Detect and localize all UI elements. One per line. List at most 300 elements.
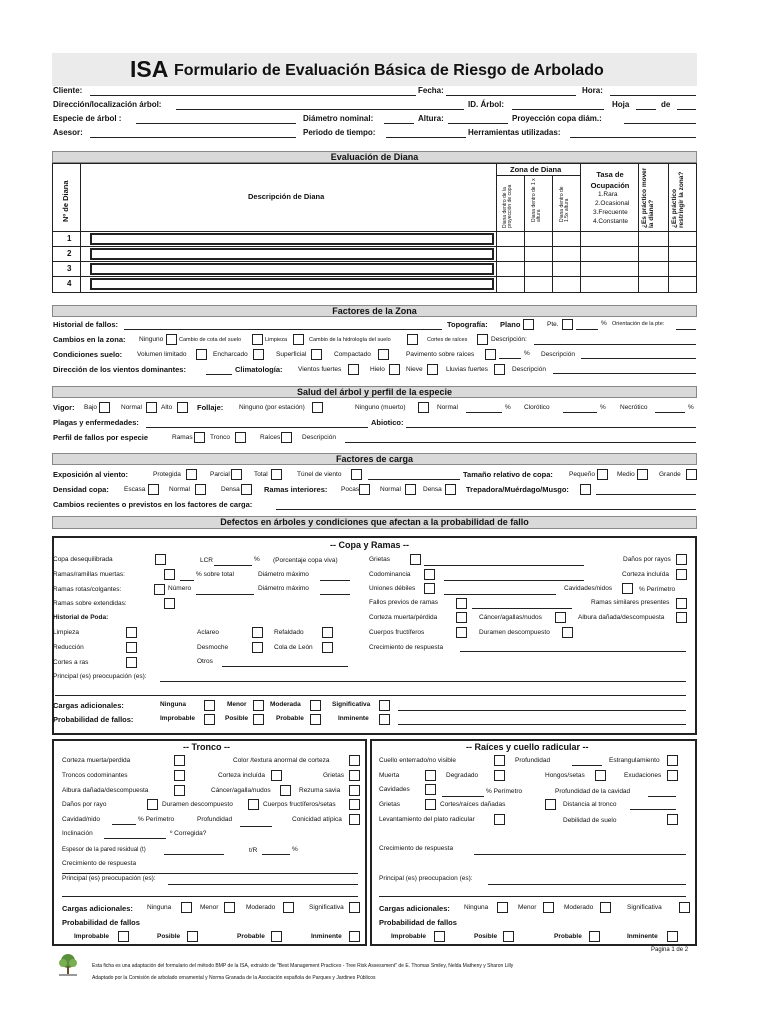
periodo-field[interactable] xyxy=(386,137,466,138)
pavimento-pct-field[interactable] xyxy=(499,358,521,359)
debilidad-label: Debilidad de suelo xyxy=(563,817,617,824)
divider xyxy=(52,276,697,277)
hielo-checkbox[interactable] xyxy=(389,364,400,375)
col-nº-diana: Nº de Diana xyxy=(61,180,70,222)
debilidad-checkbox[interactable] xyxy=(667,814,678,825)
inminente-copa-label: Inminente xyxy=(338,715,369,722)
normal2-field[interactable] xyxy=(466,412,502,413)
carga-bar: Factores de carga xyxy=(52,453,697,465)
crec-t-field[interactable] xyxy=(62,873,358,874)
diam-max-field[interactable] xyxy=(320,580,350,581)
cuello-checkbox[interactable] xyxy=(494,755,505,766)
improbable-r-label: Improbable xyxy=(391,933,427,940)
inminente-r-label: Inminente xyxy=(627,933,658,940)
altura-label: Altura: xyxy=(418,114,444,123)
rezuma-checkbox[interactable] xyxy=(349,785,360,796)
menor-copa-checkbox[interactable] xyxy=(253,700,264,711)
tronco-r-3: Cáncer/agalla/nudos xyxy=(211,787,271,794)
cota-label: Cambio de cota del suelo xyxy=(179,337,242,343)
orientacion-label: Orientación de la pte: xyxy=(612,321,665,327)
pequeno-checkbox[interactable] xyxy=(597,469,608,480)
cavidad-t-field[interactable] xyxy=(112,824,136,825)
pte-checkbox[interactable] xyxy=(562,319,573,330)
inminente-t-checkbox[interactable] xyxy=(349,931,360,942)
menor-r-label: Menor xyxy=(518,904,537,911)
medio-label: Medio xyxy=(617,471,635,478)
grietas-copa-checkbox[interactable] xyxy=(410,554,421,565)
ninguna-copa-checkbox[interactable] xyxy=(204,700,215,711)
necro-field[interactable] xyxy=(655,412,685,413)
principal-r-field[interactable] xyxy=(488,884,686,885)
cloro-field[interactable] xyxy=(563,412,597,413)
cortes-checkbox[interactable] xyxy=(477,334,488,345)
herramientas-field[interactable] xyxy=(570,137,696,138)
cavidades-label: Cavidades/nidos xyxy=(564,585,613,592)
zona-col-3: Diana dentro de 1.5x altura xyxy=(559,186,570,222)
tronco-l-1: Troncos codominantes xyxy=(62,772,128,779)
cuerpos-copa-checkbox[interactable] xyxy=(456,627,467,638)
fecha-field[interactable] xyxy=(446,95,576,96)
duramen-t-label: Duramen descompuesto xyxy=(162,801,233,808)
perfil-descripcion-label: Descripción xyxy=(302,434,336,441)
vientos-descripcion-label: Descripción xyxy=(512,366,546,373)
diana-row-4-num: 4 xyxy=(67,279,72,288)
principal-r-field-2[interactable] xyxy=(379,896,686,897)
direccion-field[interactable] xyxy=(176,109,464,110)
tronco-r-2: Grietas xyxy=(323,772,344,779)
trepadora-field[interactable] xyxy=(596,494,696,495)
superficial-checkbox[interactable] xyxy=(311,349,322,360)
cuerpos-t-checkbox[interactable] xyxy=(349,799,360,810)
degradado-checkbox[interactable] xyxy=(494,770,505,781)
conicidad-checkbox[interactable] xyxy=(349,814,360,825)
profundidad-r-field[interactable] xyxy=(572,765,602,766)
ninguna-r-label: Ninguna xyxy=(464,904,489,911)
ninguno-m-checkbox[interactable] xyxy=(418,402,429,413)
principal-t-label: Principal (es) preocupación (es): xyxy=(62,875,156,882)
vientos-descripcion-field[interactable] xyxy=(553,373,696,374)
exudaciones-label: Exudaciones xyxy=(624,772,662,779)
cliente-field[interactable] xyxy=(90,95,416,96)
cliente-label: Cliente: xyxy=(53,86,83,95)
posible-copa-label: Posible xyxy=(225,715,249,722)
especie-label: Especie de árbol : xyxy=(53,114,122,123)
danos-rayos-checkbox[interactable] xyxy=(676,554,687,565)
tronco-r-1: Corteza incluída xyxy=(218,772,265,779)
distancia-field[interactable] xyxy=(630,809,676,810)
improbable-r-checkbox[interactable] xyxy=(434,931,445,942)
cota-checkbox[interactable] xyxy=(252,334,263,345)
hidro-label: Cambio de la hidrología del suelo xyxy=(309,337,391,343)
condiciones-label: Condiciones suelo: xyxy=(53,350,123,359)
degradado-label: Degradado xyxy=(446,772,479,779)
duramen-t-checkbox[interactable] xyxy=(248,799,259,810)
ramas-sim-label: Ramas similares presentes xyxy=(591,599,670,606)
id-arbol-label: ID. Árbol: xyxy=(468,100,504,109)
aclareo-checkbox[interactable] xyxy=(252,627,263,638)
diana-row-3-desc[interactable] xyxy=(90,263,494,275)
orientacion-field[interactable] xyxy=(676,329,696,330)
copa-ramas-title: -- Copa y Ramas -- xyxy=(330,540,410,550)
direccion-label: Dirección/localización árbol: xyxy=(53,100,162,109)
diametro-field[interactable] xyxy=(384,123,414,124)
tronco-r-6: Conicidad atípica xyxy=(292,816,342,823)
cancer-copa-checkbox[interactable] xyxy=(555,612,566,623)
uniones-checkbox[interactable] xyxy=(424,583,435,594)
isa-logo-text: ISA xyxy=(130,56,169,82)
crec-t-label: Crecimiento de respuesta xyxy=(62,860,137,867)
lluvias-checkbox[interactable] xyxy=(494,364,505,375)
tunel-label: Túnel de viento xyxy=(297,471,342,478)
profundidad-t-field[interactable] xyxy=(240,826,272,827)
posible-r-checkbox[interactable] xyxy=(503,931,514,942)
grietas-r-checkbox[interactable] xyxy=(425,799,436,810)
alto-checkbox[interactable] xyxy=(177,402,188,413)
principal-t-field-2[interactable] xyxy=(62,896,358,897)
tamano-label: Tamaño relativo de copa: xyxy=(463,470,553,479)
copa-left-8: Principal (es) preocupación (es): xyxy=(53,673,147,680)
pequeno-label: Pequeño xyxy=(569,471,596,478)
otros-field[interactable] xyxy=(222,666,348,667)
ninguno-label: Ninguno xyxy=(139,336,164,343)
muerta-checkbox[interactable] xyxy=(425,770,436,781)
danos-rayo-t-checkbox[interactable] xyxy=(147,799,158,810)
significativa-r-label: Significativa xyxy=(627,904,662,911)
ninguna-t-checkbox[interactable] xyxy=(181,902,192,913)
significativa-t-label: Significativa xyxy=(309,904,344,911)
copa-left-0: Copa desequilibrada xyxy=(53,556,113,563)
tronco-r-5: Cuerpos fructíferos/setas xyxy=(263,801,336,808)
troncos-codom-checkbox[interactable] xyxy=(174,770,185,781)
hora-field[interactable] xyxy=(610,95,696,96)
asesor-field[interactable] xyxy=(90,137,296,138)
raices-l-5: Crecimiento de respuesta xyxy=(379,845,454,852)
raices-l-6: Principal (es) preocupacion (es): xyxy=(379,875,473,882)
raices-title: -- Raíces y cuello radicular -- xyxy=(466,742,589,752)
menor-copa-label: Menor xyxy=(227,701,247,708)
cavidades-r-field[interactable] xyxy=(442,796,484,797)
probable-r-checkbox[interactable] xyxy=(589,931,600,942)
significativa-t-checkbox[interactable] xyxy=(349,902,360,913)
moderado-t-label: Moderado xyxy=(246,904,276,911)
probable-copa-checkbox[interactable] xyxy=(310,714,321,725)
menor-t-checkbox[interactable] xyxy=(224,902,235,913)
cavidades-r-checkbox[interactable] xyxy=(425,784,436,795)
v-fuertes-checkbox[interactable] xyxy=(348,364,359,375)
densa-checkbox[interactable] xyxy=(241,484,252,495)
cavidades-checkbox[interactable] xyxy=(622,583,633,594)
pte-pct: % xyxy=(601,320,607,327)
ramas-densa-checkbox[interactable] xyxy=(445,484,456,495)
espesor-field[interactable] xyxy=(164,854,224,855)
abiotico-label: Abiotico: xyxy=(371,418,404,427)
grietas-copa-field[interactable] xyxy=(424,565,584,566)
hoja-field[interactable] xyxy=(636,109,656,110)
copa-left-7: Cortes a ras xyxy=(53,659,89,666)
vigor-label: Vigor: xyxy=(53,403,75,412)
divider xyxy=(496,163,497,293)
plano-checkbox[interactable] xyxy=(523,319,534,330)
de-field[interactable] xyxy=(677,109,696,110)
fallos-previos-field[interactable] xyxy=(472,608,572,609)
diana-row-4-desc[interactable] xyxy=(90,278,494,290)
zona-diana-header: Zona de Diana xyxy=(510,165,562,174)
cortes-label: Cortes de raíces xyxy=(427,337,468,343)
raices-l-3: Grietas xyxy=(379,801,400,808)
perfil-descripcion-field[interactable] xyxy=(345,442,696,443)
diana-row-1-desc[interactable] xyxy=(90,233,494,245)
albura-t-checkbox[interactable] xyxy=(174,785,185,796)
cambios-carga-field[interactable] xyxy=(276,509,696,510)
ninguno-est-label: Ninguno (por estación) xyxy=(239,404,305,411)
limpieza-label: Limpieza xyxy=(265,337,288,343)
cargas-copa-field[interactable] xyxy=(398,710,686,711)
desmoche-checkbox[interactable] xyxy=(252,642,263,653)
restringir-zona-header: ¿Es práctico restringir la zona? xyxy=(671,171,685,228)
especie-field[interactable] xyxy=(136,123,296,124)
diam-max2-label: Diámetro máximo xyxy=(258,585,309,592)
volumen-label: Volumen limitado xyxy=(137,351,187,358)
total-label: Total xyxy=(254,471,268,478)
cortes-ras-checkbox[interactable] xyxy=(126,657,137,668)
lluvias-label: Lluvias fuertes xyxy=(446,366,488,373)
crec-copa-field[interactable] xyxy=(460,651,686,652)
prof-cavidad-label: Profundidad de la cavidad xyxy=(555,788,631,795)
nieve-checkbox[interactable] xyxy=(427,364,438,375)
raices-l-4: Levantamiento del plato radicular xyxy=(379,816,475,823)
vientos-field[interactable] xyxy=(206,374,232,375)
ramas-normal-checkbox[interactable] xyxy=(405,484,416,495)
tronco-l-2: Albura dañada/descompuesta xyxy=(62,787,149,794)
normal2-label: Normal xyxy=(437,404,458,411)
refaldado-label: Refaldado xyxy=(274,629,304,636)
volumen-checkbox[interactable] xyxy=(196,349,207,360)
encharcado-checkbox[interactable] xyxy=(253,349,264,360)
escasa-checkbox[interactable] xyxy=(148,484,159,495)
tronco-l-4: Cavidad/nido xyxy=(62,816,100,823)
cortes-r-checkbox[interactable] xyxy=(545,799,556,810)
diam-max2-field[interactable] xyxy=(320,594,350,595)
cancer-copa-label: Cáncer/agallas/nudos xyxy=(479,614,542,621)
duramen-copa-checkbox[interactable] xyxy=(562,627,573,638)
raices-label: Raíces xyxy=(260,434,281,441)
proyeccion-field[interactable] xyxy=(624,123,696,124)
ramas-rotas-checkbox[interactable] xyxy=(154,584,165,595)
plagas-field[interactable] xyxy=(146,427,368,428)
raices-checkbox[interactable] xyxy=(281,432,292,443)
exudaciones-checkbox[interactable] xyxy=(667,770,678,781)
condiciones-descripcion-label: Descripción xyxy=(541,351,575,358)
copa-preocupacion-field[interactable] xyxy=(160,681,686,682)
tronco-checkbox[interactable] xyxy=(235,432,246,443)
compactado-checkbox[interactable] xyxy=(378,349,389,360)
posible-copa-checkbox[interactable] xyxy=(253,714,264,725)
vientos-label: Dirección de los vientos dominantes: xyxy=(53,365,186,374)
pavimento-pct: % xyxy=(524,350,530,357)
moderada-copa-checkbox[interactable] xyxy=(310,700,321,711)
copa-mid-6: Crecimiento de respuesta xyxy=(369,644,444,651)
tronco-label: Tronco xyxy=(210,434,230,441)
tronco-title: -- Tronco -- xyxy=(183,742,230,752)
corteza-incl-label: Corteza incluída xyxy=(622,571,669,578)
significativa-r-checkbox[interactable] xyxy=(679,902,690,913)
tunel-field[interactable] xyxy=(368,479,460,480)
corteza-muerta-copa-checkbox[interactable] xyxy=(456,612,467,623)
copa-mid-4: Corteza muerta/pérdida xyxy=(369,614,438,621)
limpieza-checkbox[interactable] xyxy=(293,334,304,345)
moderado-t-checkbox[interactable] xyxy=(283,902,294,913)
inminente-copa-checkbox[interactable] xyxy=(379,714,390,725)
copa-desequilibrada-checkbox[interactable] xyxy=(155,554,166,565)
diam-max-label: Diámetro máximo xyxy=(258,571,309,578)
nieve-label: Nieve xyxy=(406,366,423,373)
reduccion-checkbox[interactable] xyxy=(126,642,137,653)
perimetro-t-label: % Perímetro xyxy=(138,816,175,823)
aclareo-label: Aclareo xyxy=(197,629,220,636)
abiotico-field[interactable] xyxy=(406,427,696,428)
profundidad-t-label: Profundidad xyxy=(197,816,233,823)
densidad-normal-label: Normal xyxy=(169,486,190,493)
uniones-field[interactable] xyxy=(444,594,556,595)
profundidad-r-label: Profundidad xyxy=(515,757,551,764)
ninguno-m-label: Ninguno (muerto) xyxy=(355,404,406,411)
diametro-label: Diámetro nominal: xyxy=(303,114,374,123)
menor-r-checkbox[interactable] xyxy=(543,902,554,913)
raices-box xyxy=(370,739,697,946)
ninguno-checkbox[interactable] xyxy=(166,334,177,345)
improbable-t-checkbox[interactable] xyxy=(118,931,129,942)
diana-row-2-desc[interactable] xyxy=(90,248,494,260)
periodo-label: Periodo de tiempo: xyxy=(303,128,376,137)
corteza-muerta-t-checkbox[interactable] xyxy=(174,755,185,766)
albura-copa-checkbox[interactable] xyxy=(676,612,687,623)
zona-descripcion-field[interactable] xyxy=(534,344,696,345)
normal2-pct: % xyxy=(505,404,511,411)
improbable-copa-checkbox[interactable] xyxy=(204,714,215,725)
plano-label: Plano xyxy=(500,320,521,329)
corteza-incl-checkbox[interactable] xyxy=(676,569,687,580)
densidad-normal-checkbox[interactable] xyxy=(195,484,206,495)
tr-pct: % xyxy=(292,846,298,853)
pavimento-label: Pavimento sobre raíces xyxy=(406,351,475,358)
hongos-checkbox[interactable] xyxy=(595,770,606,781)
prof-cavidad-field[interactable] xyxy=(648,796,676,797)
fallos-previos-checkbox[interactable] xyxy=(456,598,467,609)
posible-t-checkbox[interactable] xyxy=(187,931,198,942)
defectos-bar: Defectos en árboles y condiciones que afectan a la probabilidad de fallo xyxy=(52,516,697,529)
duramen-copa-label: Duramen descompuesto xyxy=(479,629,550,636)
grande-checkbox[interactable] xyxy=(686,469,697,480)
corteza-incl-t-checkbox[interactable] xyxy=(271,770,282,781)
ramas-sim-checkbox[interactable] xyxy=(676,598,687,609)
prob-r-label: Probabilidad de fallos xyxy=(379,918,457,927)
ramas-extendidas-checkbox[interactable] xyxy=(164,598,175,609)
pavimento-checkbox[interactable] xyxy=(485,349,496,360)
necro-pct: % xyxy=(688,404,694,411)
protegida-checkbox[interactable] xyxy=(186,469,197,480)
copa-left-4: Historial de Poda: xyxy=(53,614,109,621)
superficial-label: Superficial xyxy=(276,351,307,358)
cola-leon-checkbox[interactable] xyxy=(322,642,333,653)
crec-r-field[interactable] xyxy=(474,854,686,855)
refaldado-checkbox[interactable] xyxy=(322,627,333,638)
color-textura-checkbox[interactable] xyxy=(349,755,360,766)
hidro-checkbox[interactable] xyxy=(407,334,418,345)
numero-field[interactable] xyxy=(196,594,254,595)
copa-preocupacion-field-2[interactable] xyxy=(55,695,686,696)
ramas-densa-label: Densa xyxy=(423,486,442,493)
grietas-t-checkbox[interactable] xyxy=(349,770,360,781)
copa-mid-5: Cuerpos fructíferos xyxy=(369,629,425,636)
tronco-box xyxy=(52,739,367,946)
zona-descripcion-label: Descripción: xyxy=(491,336,527,343)
probable-t-checkbox[interactable] xyxy=(271,931,282,942)
significativa-copa-checkbox[interactable] xyxy=(379,700,390,711)
bajo-checkbox[interactable] xyxy=(99,402,110,413)
tunel-checkbox[interactable] xyxy=(351,469,362,480)
ramas-muertas-checkbox[interactable] xyxy=(164,569,175,580)
principal-t-field[interactable] xyxy=(168,884,358,885)
distancia-label: Distancia al tronco xyxy=(563,801,617,808)
tasa-ocupacion-title: Tasa de Ocupación xyxy=(590,170,630,190)
prob-copa-field[interactable] xyxy=(398,724,686,725)
estrangulamiento-checkbox[interactable] xyxy=(667,755,678,766)
divider xyxy=(638,163,639,293)
parcial-checkbox[interactable] xyxy=(231,469,242,480)
altura-field[interactable] xyxy=(448,123,508,124)
pocas-checkbox[interactable] xyxy=(359,484,370,495)
cambios-label: Cambios en la zona: xyxy=(53,335,126,344)
medio-checkbox[interactable] xyxy=(637,469,648,480)
codominancia-checkbox[interactable] xyxy=(424,569,435,580)
total-checkbox[interactable] xyxy=(271,469,282,480)
normal-checkbox[interactable] xyxy=(146,402,157,413)
limpieza-poda-checkbox[interactable] xyxy=(126,627,137,638)
raices-l-0: Cuello enterrado/no visible xyxy=(379,757,456,764)
tr-field[interactable] xyxy=(262,854,290,855)
pte-field[interactable] xyxy=(576,329,598,330)
inminente-r-checkbox[interactable] xyxy=(667,931,678,942)
condiciones-descripcion-field[interactable] xyxy=(581,358,696,359)
hora-label: Hora: xyxy=(582,86,603,95)
trepadora-checkbox[interactable] xyxy=(580,484,591,495)
ramas-muertas-field[interactable] xyxy=(180,580,194,581)
cloro-pct: % xyxy=(600,404,606,411)
moderado-r-checkbox[interactable] xyxy=(600,902,611,913)
escasa-label: Escasa xyxy=(124,486,146,493)
historial-field[interactable] xyxy=(124,329,442,330)
inclinacion-field[interactable] xyxy=(104,838,166,839)
codominancia-field[interactable] xyxy=(444,580,584,581)
encharcado-label: Encharcado xyxy=(213,351,248,358)
divider xyxy=(52,261,697,262)
ninguna-r-checkbox[interactable] xyxy=(497,902,508,913)
levantamiento-checkbox[interactable] xyxy=(494,814,505,825)
id-arbol-field[interactable] xyxy=(512,109,604,110)
probable-r-label: Probable xyxy=(554,933,582,940)
cancer-t-checkbox[interactable] xyxy=(280,785,291,796)
lcr-field[interactable] xyxy=(214,565,252,566)
page-title: Formulario de Evaluación Básica de Riesgo de Arbolado xyxy=(174,62,604,79)
ramas-int-label: Ramas interiores: xyxy=(264,485,328,494)
posible-r-label: Posible xyxy=(474,933,498,940)
ramas-checkbox[interactable] xyxy=(194,432,205,443)
protegida-label: Protegida xyxy=(153,471,181,478)
v-fuertes-label: Vientos fuertes xyxy=(298,366,342,373)
ninguno-est-checkbox[interactable] xyxy=(312,402,323,413)
copa-mid-1: Codominancia xyxy=(369,571,411,578)
pte-label: Pte. xyxy=(547,321,559,328)
